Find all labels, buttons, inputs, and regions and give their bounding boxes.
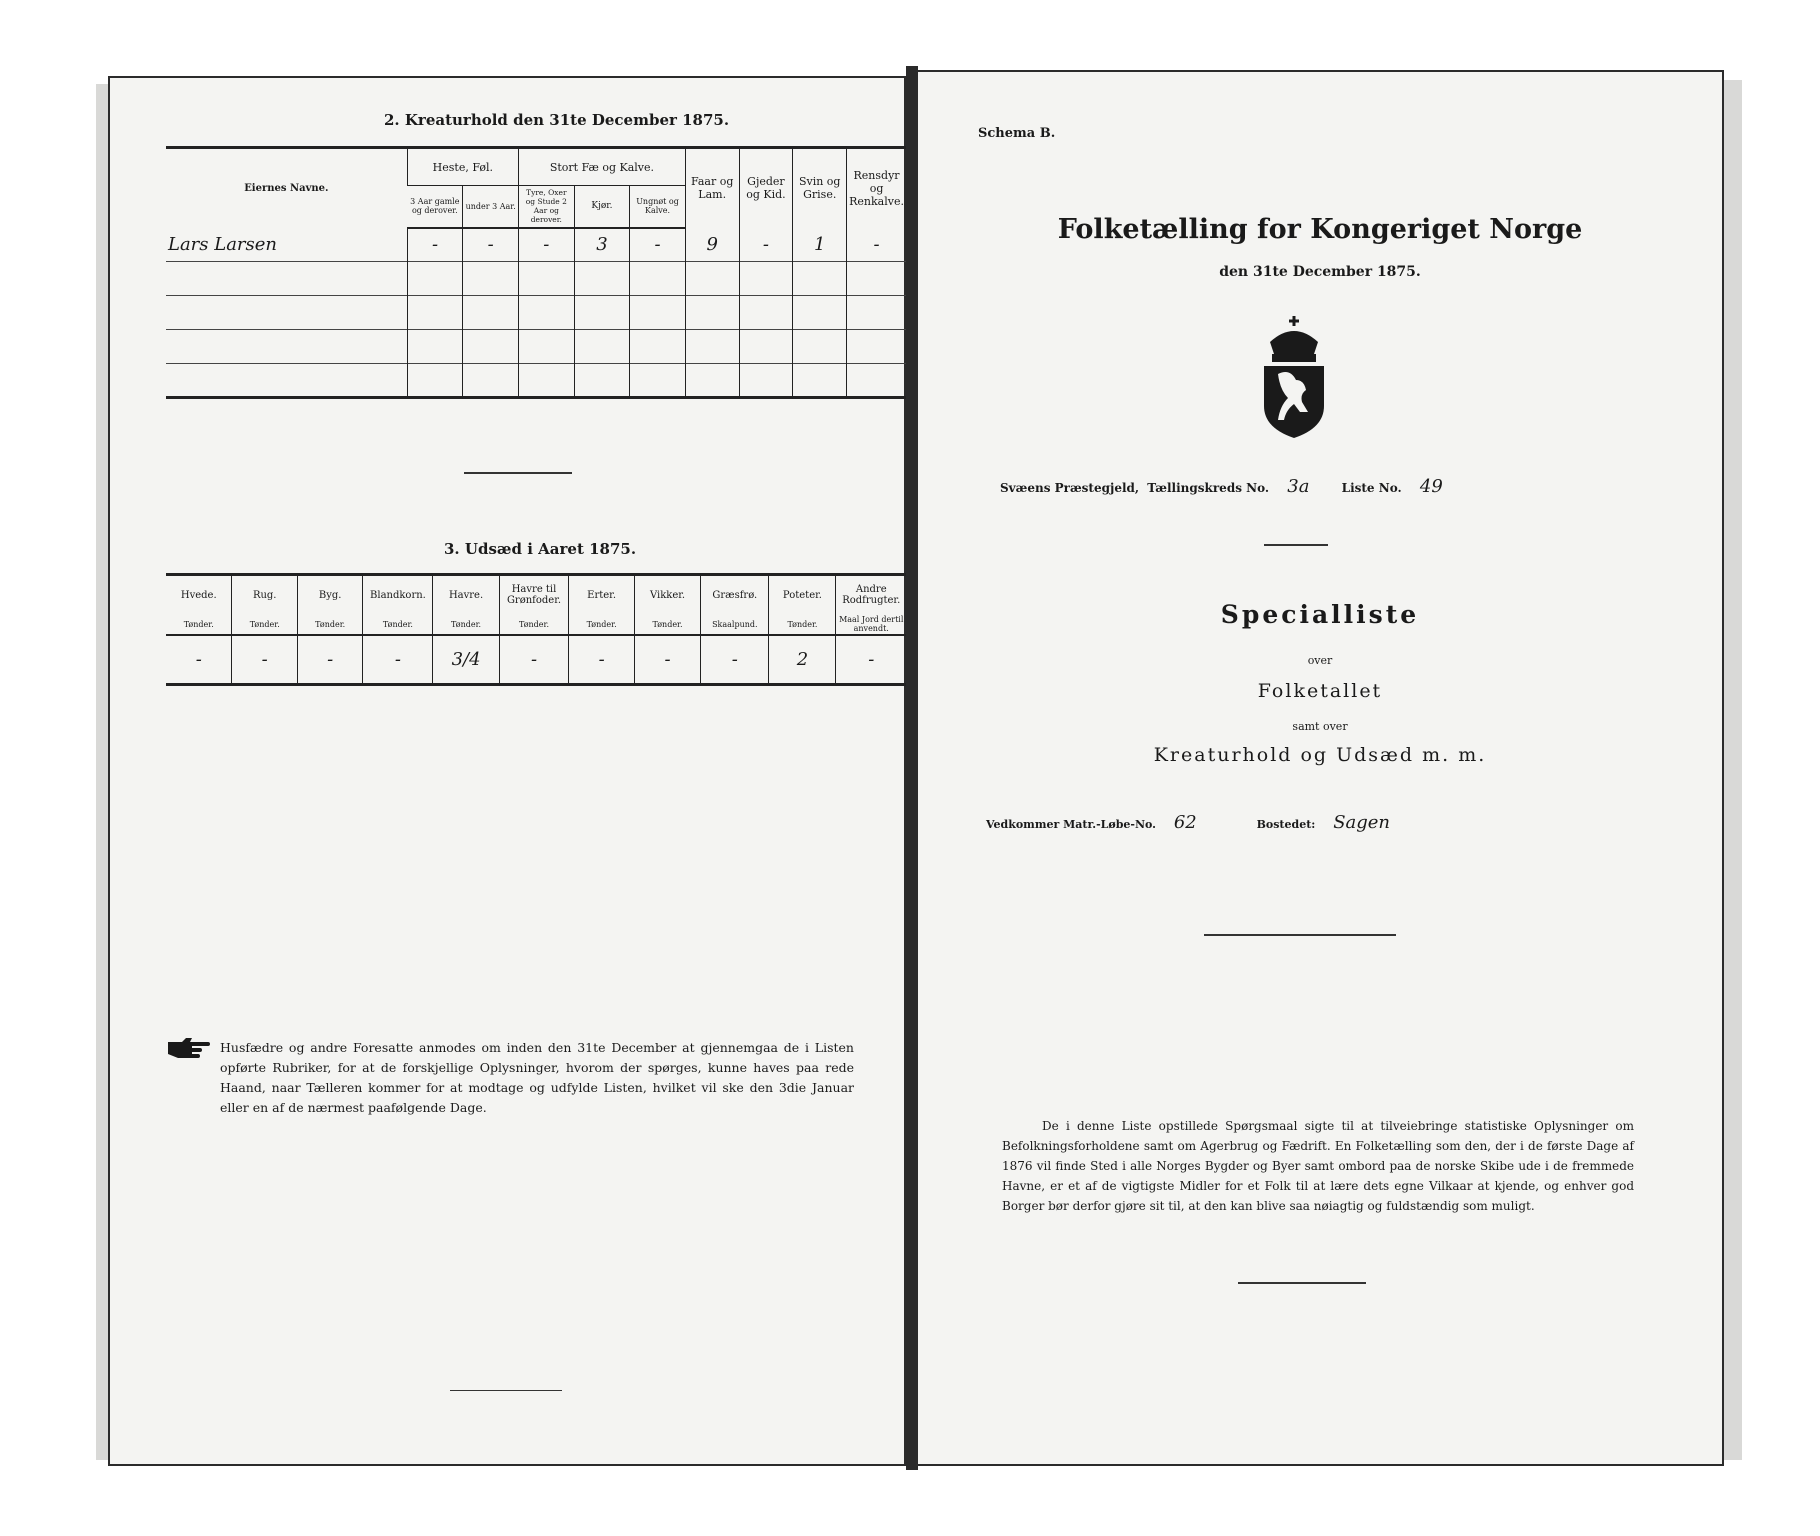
- matr-label: Vedkommer Matr.-Løbe-No.: [986, 818, 1156, 831]
- livestock-count-cell: [685, 364, 739, 398]
- over-text-1: over: [1307, 654, 1333, 667]
- owner-name-cell: [166, 262, 407, 296]
- col-kjor-header: Kjør.: [574, 186, 630, 228]
- livestock-count-cell: -: [630, 228, 686, 262]
- livestock-count-cell: [847, 262, 906, 296]
- seed-col-header: Havre.: [433, 575, 499, 615]
- seed-value-cell: -: [836, 635, 906, 685]
- folketallet-heading: Folketallet: [1257, 680, 1383, 702]
- divider-rule-2: [450, 1390, 562, 1391]
- table-row: [166, 364, 906, 398]
- livestock-count-cell: [407, 296, 463, 330]
- livestock-count-cell: [574, 330, 630, 364]
- seed-col-header: Poteter.: [769, 575, 836, 615]
- livestock-count-cell: [574, 262, 630, 296]
- bosted-label: Bostedet:: [1256, 818, 1316, 831]
- district-line: [1000, 476, 1471, 497]
- livestock-count-cell: [793, 330, 847, 364]
- livestock-count-cell: [407, 364, 463, 398]
- seed-value-cell: -: [297, 635, 362, 685]
- col-heste-old-header: 3 Aar gamle og derover.: [407, 186, 463, 228]
- seed-col-unit: Tønder.: [433, 615, 499, 635]
- seed-value-cell: -: [701, 635, 769, 685]
- owner-name-cell: Lars Larsen: [168, 233, 278, 255]
- left-page: [108, 76, 906, 1466]
- col-faar-header: Faar og Lam.: [685, 148, 739, 228]
- seed-value-cell: -: [363, 635, 433, 685]
- livestock-count-cell: [793, 296, 847, 330]
- seed-col-header: Blandkorn.: [363, 575, 433, 615]
- livestock-table: [166, 146, 906, 399]
- bosted-value: Sagen: [1333, 812, 1391, 833]
- section2-title: 2. Kreaturhold den 31te December 1875.: [384, 111, 730, 129]
- right-page: [916, 70, 1724, 1466]
- seed-col-unit: Tønder.: [499, 615, 569, 635]
- matr-value: 62: [1173, 812, 1197, 833]
- livestock-count-cell: [685, 330, 739, 364]
- livestock-count-cell: [518, 296, 574, 330]
- seed-value-cell: 2: [769, 635, 836, 685]
- liste-value: 49: [1419, 476, 1443, 497]
- livestock-count-cell: 3: [574, 228, 630, 262]
- livestock-count-cell: [685, 296, 739, 330]
- livestock-count-cell: -: [847, 228, 906, 262]
- owner-name-cell: [166, 364, 407, 398]
- norway-coat-of-arms-icon: [1256, 314, 1332, 440]
- seed-value-cell: 3/4: [433, 635, 499, 685]
- seed-col-unit: Tønder.: [769, 615, 836, 635]
- livestock-count-cell: -: [407, 228, 463, 262]
- divider-rule-1: [464, 472, 572, 474]
- livestock-count-cell: [739, 364, 793, 398]
- seed-col-unit: Maal Jord dertil anvendt.: [836, 615, 906, 635]
- livestock-count-cell: [463, 262, 519, 296]
- pointing-hand-icon: [166, 1036, 212, 1058]
- section3-title: 3. Udsæd i Aaret 1875.: [444, 540, 637, 558]
- table-row: [166, 330, 906, 364]
- seed-col-unit: Tønder.: [569, 615, 634, 635]
- parish-label: Svæens Præstegjeld,: [1000, 481, 1140, 495]
- col-heste-young-header: under 3 Aar.: [463, 186, 519, 228]
- seed-col-header: Erter.: [569, 575, 634, 615]
- livestock-count-cell: [407, 262, 463, 296]
- divider-rule-5: [1238, 1282, 1366, 1284]
- livestock-count-cell: [463, 364, 519, 398]
- kreds-label: Tællingskreds No.: [1147, 481, 1270, 495]
- col-rensdyr-header: Rensdyr og Renkalve.: [847, 148, 906, 228]
- table-row: [166, 296, 906, 330]
- seed-col-unit: Tønder.: [297, 615, 362, 635]
- samt-over-text: samt over: [1292, 720, 1348, 733]
- livestock-count-cell: [739, 296, 793, 330]
- livestock-count-cell: [574, 364, 630, 398]
- livestock-count-cell: [739, 330, 793, 364]
- livestock-count-cell: -: [463, 228, 519, 262]
- page-edge-left: [96, 84, 108, 1460]
- owner-name-cell: [166, 296, 407, 330]
- census-title: Folketælling for Kongeriget Norge: [1057, 214, 1583, 245]
- table-row: [166, 228, 906, 262]
- livestock-count-cell: [685, 262, 739, 296]
- livestock-count-cell: [574, 296, 630, 330]
- seed-value-cell: -: [634, 635, 700, 685]
- table-row: [166, 262, 906, 296]
- seed-col-unit: Tønder.: [634, 615, 700, 635]
- livestock-count-cell: -: [518, 228, 574, 262]
- seed-col-header: Græsfrø.: [701, 575, 769, 615]
- seed-value-cell: -: [569, 635, 634, 685]
- livestock-count-cell: -: [739, 228, 793, 262]
- seed-value-cell: -: [232, 635, 297, 685]
- livestock-count-cell: [847, 296, 906, 330]
- kreds-value: 3a: [1287, 476, 1310, 497]
- livestock-count-cell: [630, 296, 686, 330]
- footer-text: De i denne Liste opstillede Spørgsmaal sigte til at tilveiebringe statistiske Oplysninger om Befolkningsforholdene samt om Agerbrug og Fædrift. En Folketælling som den, der i de første Dage af 1876 vil finde Sted i alle Norges Bygder og Byer samt ombord paa de norske Skibe ude i de fremmede Havne, er et af de vigtigste Midler for et Folk til at lære dets egne Vilkaar at kjende, og enhver god Borger bør derfor gjøre sit til, at den kan blive saa nøiagtig og fuldstændig som muligt.: [1002, 1119, 1634, 1213]
- kreaturhold-heading: Kreaturhold og Udsæd m. m.: [1153, 744, 1487, 766]
- seed-col-unit: Tønder.: [363, 615, 433, 635]
- livestock-count-cell: [630, 330, 686, 364]
- livestock-count-cell: 9: [685, 228, 739, 262]
- livestock-count-cell: [463, 296, 519, 330]
- census-date: den 31te December 1875.: [1219, 264, 1421, 280]
- livestock-count-cell: [518, 330, 574, 364]
- seed-col-header: Andre Rodfrugter.: [836, 575, 906, 615]
- seed-col-unit: Tønder.: [232, 615, 297, 635]
- seed-col-header: Byg.: [297, 575, 362, 615]
- liste-label: Liste No.: [1341, 481, 1402, 495]
- livestock-count-cell: [407, 330, 463, 364]
- col-svin-header: Svin og Grise.: [793, 148, 847, 228]
- col-ungnot-header: Ungnøt og Kalve.: [630, 186, 686, 228]
- notice-text: Husfædre og andre Foresatte anmodes om inden den 31te December at gjennemgaa de i Listen opførte Rubriker, for at de forskjellige Oplysninger, hvorom der spørges, kunne haves paa rede Haand, naar Tælleren kommer for at modtage og udfylde Listen, hvilket vil ske den 3die Januar eller en af de nærmest paafølgende Dage.: [220, 1040, 854, 1115]
- col-stort-header: Stort Fæ og Kalve.: [518, 148, 685, 186]
- livestock-count-cell: [793, 364, 847, 398]
- col-heste-header: Heste, Føl.: [407, 148, 518, 186]
- page-edge-right: [1724, 80, 1742, 1460]
- matr-line: [986, 812, 1418, 833]
- divider-rule-3: [1264, 544, 1328, 546]
- livestock-count-cell: [847, 364, 906, 398]
- col-gjeder-header: Gjeder og Kid.: [739, 148, 793, 228]
- livestock-count-cell: [793, 262, 847, 296]
- col-tyre-header: Tyre, Oxer og Stude 2 Aar og derover.: [518, 186, 574, 228]
- schema-label: Schema B.: [978, 126, 1056, 141]
- livestock-count-cell: [739, 262, 793, 296]
- seed-value-cell: -: [499, 635, 569, 685]
- specialliste-heading: Specialliste: [1220, 600, 1420, 629]
- owner-name-cell: [166, 330, 407, 364]
- seed-value-cell: -: [195, 648, 202, 670]
- seed-col-unit: Skaalpund.: [701, 615, 769, 635]
- livestock-count-cell: 1: [793, 228, 847, 262]
- seed-col-header: Vikker.: [634, 575, 700, 615]
- seed-table: [166, 573, 906, 686]
- col-owner-header: Eiernes Navne.: [244, 182, 329, 194]
- livestock-count-cell: [630, 262, 686, 296]
- seed-col-header: Havre til Grønfoder.: [499, 575, 569, 615]
- seed-col-header: Rug.: [232, 575, 297, 615]
- divider-rule-4: [1204, 934, 1396, 936]
- livestock-count-cell: [518, 262, 574, 296]
- livestock-count-cell: [630, 364, 686, 398]
- seed-col-header: Hvede.: [180, 589, 217, 601]
- livestock-count-cell: [518, 364, 574, 398]
- seed-col-unit: Tønder.: [166, 615, 232, 635]
- livestock-count-cell: [463, 330, 519, 364]
- livestock-count-cell: [847, 330, 906, 364]
